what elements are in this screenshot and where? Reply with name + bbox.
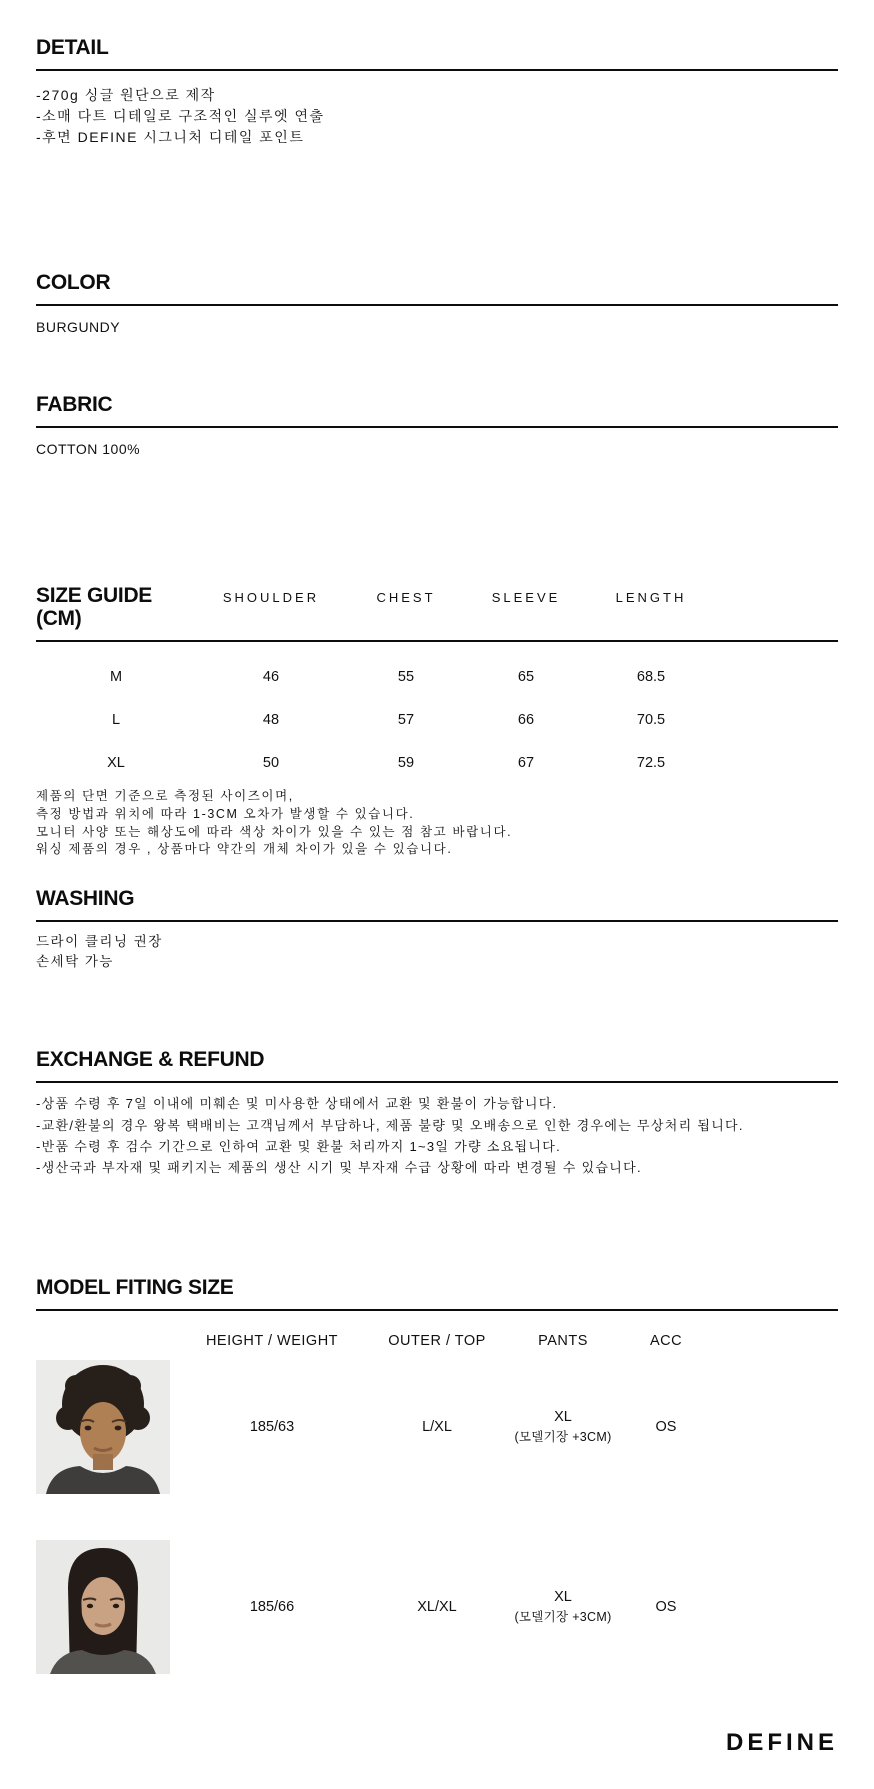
model-1-portrait-image [36,1360,170,1494]
divider [36,304,838,306]
model-2-outer-top: XL/XL [417,1599,457,1616]
chest-value: 59 [397,755,415,772]
divider [36,1309,838,1311]
size-guide-col-sleeve: SLEEVE [491,590,561,605]
washing-title: WASHING [36,887,135,910]
detail-line: -소매 다트 디테일로 구조적인 실루엣 연출 [36,108,325,125]
size-guide-row-m [36,669,838,685]
size-guide-col-shoulder: SHOULDER [222,590,320,605]
washing-lines [36,932,838,973]
detail-line: -후면 DEFINE 시그니처 디테일 포인트 [36,129,305,146]
fabric-title: FABRIC [36,393,113,416]
exchange-refund-lines [36,1093,838,1179]
col-acc: ACC [649,1333,683,1350]
note-line: 모니터 사양 또는 해상도에 따라 색상 차이가 있을 수 있는 점 참고 바랍니다. [36,824,513,839]
divider [36,69,838,71]
sleeve-value: 65 [517,669,535,686]
section-color [36,271,838,335]
model-1-photo [36,1360,170,1494]
length-value: 70.5 [636,712,666,729]
color-value: BURGUNDY [36,319,121,336]
note-line: 워싱 제품의 경우 , 상품마다 약간의 개체 차이가 있을 수 있습니다. [36,842,453,857]
model-1-outer-top: L/XL [422,1419,452,1436]
size-guide-title: SIZE GUIDE (CM) [36,584,153,631]
exchange-line: -생산국과 부자재 및 패키지는 제품의 생산 시기 및 부자재 수급 상황에 따라 변경될 수 있습니다. [36,1160,642,1176]
chest-value: 55 [397,669,415,686]
model-1-acc: OS [655,1419,677,1436]
size-guide-col-length: LENGTH [615,590,687,605]
section-exchange-refund [36,1048,838,1179]
detail-line: -270g 싱글 원단으로 제작 [36,87,216,104]
size-guide-row-xl [36,755,838,771]
size-label: L [111,712,121,729]
model-fitting-title: MODEL FITING SIZE [36,1276,234,1299]
size-label: M [109,669,123,686]
col-height-weight: HEIGHT / WEIGHT [205,1333,339,1350]
model-2-pants [500,1589,626,1625]
model-1-pants-size: XL [554,1409,572,1426]
section-model-fitting [36,1276,838,1674]
model-row-2 [36,1540,838,1674]
section-detail [36,36,838,148]
note-line: 제품의 단면 기준으로 측정된 사이즈이며, [36,789,294,803]
model-2-acc: OS [655,1599,677,1616]
exchange-line: -교환/환불의 경우 왕복 택배비는 고객님께서 부담하나, 제품 불량 및 오배송으로 인한 경우에는 무상처리 됩니다. [36,1117,744,1133]
size-guide-header-row [36,584,838,630]
detail-lines [36,85,838,148]
col-outer-top: OUTER / TOP [388,1333,486,1350]
size-guide-col-chest: CHEST [376,590,436,605]
model-fitting-header-row [36,1333,838,1349]
size-guide-notes [36,788,838,859]
model-1-pants [500,1409,626,1445]
size-guide-row-l [36,712,838,728]
model-row-1 [36,1360,838,1494]
brand-logo: DEFINE [725,1729,838,1756]
model-2-portrait-image [36,1540,170,1674]
sleeve-value: 67 [517,755,535,772]
model-1-pants-note: (모델기장 +3CM) [514,1430,612,1445]
color-title: COLOR [36,271,111,294]
exchange-refund-title: EXCHANGE & REFUND [36,1048,265,1071]
divider [36,920,838,922]
shoulder-value: 46 [262,669,280,686]
exchange-line: -상품 수령 후 7일 이내에 미훼손 및 미사용한 상태에서 교환 및 환불이 가능합니다. [36,1096,558,1112]
section-washing [36,887,838,973]
exchange-line: -반품 수령 후 검수 기간으로 인하여 교환 및 환불 처리까지 1~3일 가량 소요됩니다. [36,1138,562,1154]
washing-line: 손세탁 가능 [36,954,114,970]
length-value: 68.5 [636,669,666,686]
model-2-height-weight: 185/66 [249,1599,295,1616]
model-1-height-weight: 185/63 [249,1419,295,1436]
chest-value: 57 [397,712,415,729]
model-2-photo [36,1540,170,1674]
divider [36,426,838,428]
model-2-pants-size: XL [554,1589,572,1606]
model-2-pants-note: (모델기장 +3CM) [514,1610,612,1625]
detail-title: DETAIL [36,36,109,59]
note-line: 측정 방법과 위치에 따라 1-3CM 오차가 발생할 수 있습니다. [36,806,415,821]
length-value: 72.5 [636,755,666,772]
fabric-value: COTTON 100% [36,441,141,458]
divider [36,1081,838,1083]
sleeve-value: 66 [517,712,535,729]
col-pants: PANTS [538,1333,588,1350]
divider [36,640,838,642]
shoulder-value: 48 [262,712,280,729]
washing-line: 드라이 클리닝 권장 [36,934,163,950]
shoulder-value: 50 [262,755,280,772]
section-fabric [36,393,838,457]
size-label: XL [107,755,125,772]
section-size-guide [36,584,838,771]
